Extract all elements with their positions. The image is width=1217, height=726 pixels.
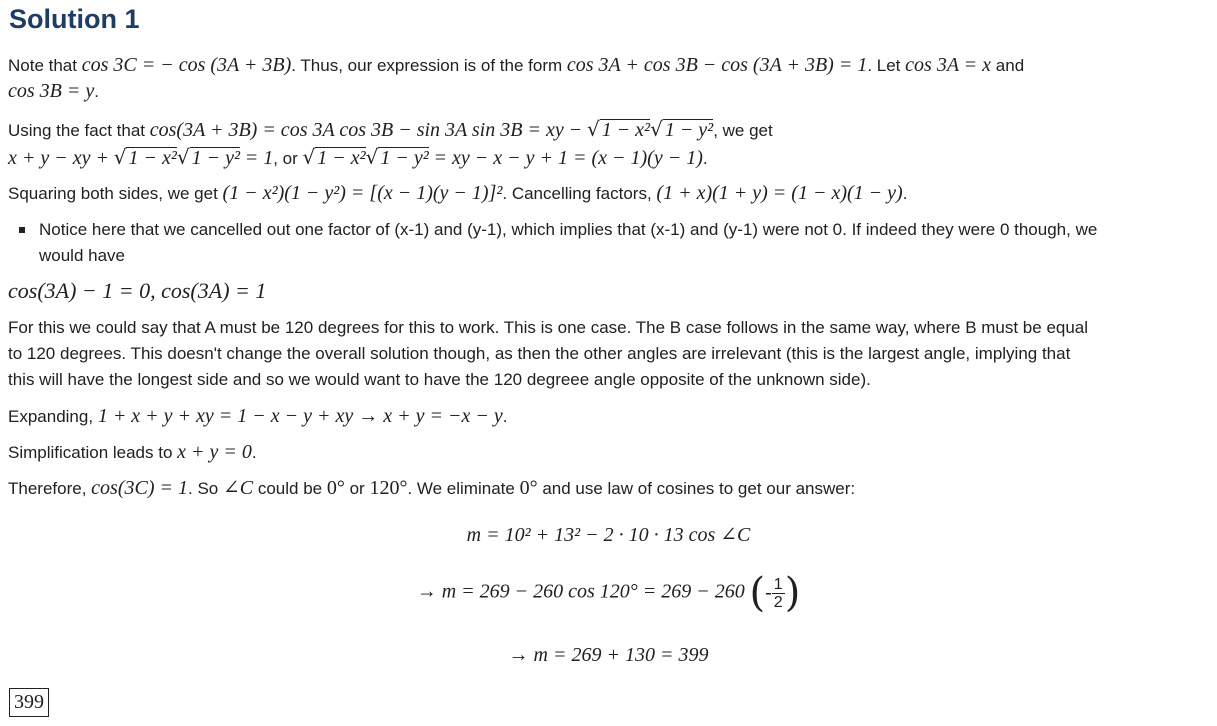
text: . Cancelling factors, [502, 184, 652, 203]
fraction-numerator: 1 [773, 575, 783, 593]
paragraph-intro [8, 52, 1024, 79]
bullet-text-line2: would have [39, 246, 126, 265]
text: or [349, 479, 365, 498]
sqrt-sign: √ [113, 145, 127, 169]
math: cos 3B = y [8, 80, 95, 102]
text: , or [273, 149, 298, 168]
paragraph-case-line2: to 120 degrees. This doesn't change the overall solution though, as then the other angles are irrelevant (this is the largest angle, implying that [8, 344, 1071, 363]
right-paren: ) [784, 570, 801, 616]
text: . We eliminate [407, 479, 515, 498]
math: cos(3A + 3B) = cos 3A cos 3B − sin 3A sin 3B = xy − [149, 119, 583, 141]
sqrt-radicand: 1 − x² [317, 147, 366, 169]
math: cos 3A = x [905, 54, 992, 76]
paragraph-case-line3: this will have the longest side and so we would want to have the 120 degreee angle opposite of the unknown side). [8, 370, 871, 389]
text: Note that [8, 56, 77, 75]
math: cos 3A + cos 3B − cos (3A + 3B) = 1 [566, 54, 868, 76]
math: → m = 269 − 260 cos 120° = 269 − 260 [416, 580, 745, 603]
paragraph-fact-cont [8, 144, 708, 172]
sqrt-sign: √ [302, 145, 316, 169]
text: . [94, 82, 99, 101]
paragraph-intro-cont [8, 78, 99, 105]
math: 120° [369, 477, 408, 499]
text: . Let [867, 56, 901, 75]
text: and [995, 56, 1025, 75]
section-heading: Solution 1 [9, 4, 140, 34]
sqrt-sign: √ [176, 145, 190, 169]
sqrt-sign: √ [365, 145, 379, 169]
math: x + y = 0 [177, 441, 252, 463]
fraction-denominator: 2 [773, 593, 783, 611]
text: could be [257, 479, 323, 498]
paragraph-squaring [8, 180, 907, 207]
paragraph-simplification [8, 439, 257, 466]
text: . [251, 443, 257, 462]
text: Squaring both sides, we get [8, 184, 218, 203]
math: = xy − x − y + 1 = (x − 1)(y − 1) [433, 147, 703, 169]
text: . [902, 184, 908, 203]
text: Using the fact that [8, 121, 146, 140]
math: = 1 [244, 147, 274, 169]
fraction [772, 576, 785, 611]
math: cos 3C = − cos (3A + 3B) [81, 54, 292, 76]
minus-sign: - [765, 581, 772, 604]
text: and use law of cosines to get our answer: [542, 479, 856, 498]
text: . [702, 149, 708, 168]
math: (1 + x)(1 + y) = (1 − x)(1 − y) [656, 182, 903, 204]
display-equation-2 [0, 570, 1217, 616]
math: (1 − x²)(1 − y²) = [(x − 1)(y − 1)]² [222, 182, 503, 204]
math: x + y − xy + [8, 147, 109, 169]
sqrt-sign: √ [650, 117, 663, 141]
math: 1 + x + y + xy = 1 − x − y + xy → x + y = −x − y [97, 405, 503, 427]
paragraph-expanding [8, 403, 508, 430]
boxed-answer: 399 [9, 688, 49, 717]
text: . [502, 407, 508, 426]
bullet-marker [19, 227, 25, 233]
sqrt-sign: √ [586, 117, 600, 141]
sqrt-radicand: 1 − x² [601, 119, 651, 141]
sqrt-radicand: 1 − y² [191, 147, 240, 169]
math: ∠C [222, 477, 254, 499]
left-paren: ( [749, 570, 766, 616]
math: cos(3C) = 1 [91, 477, 188, 499]
text: . Thus, our expression is of the form [291, 56, 563, 75]
sqrt-radicand: 1 − y² [664, 119, 714, 141]
math: 0° [326, 477, 345, 499]
paragraph-fact [8, 116, 773, 144]
text: , we get [713, 121, 773, 140]
math: 0° [519, 477, 538, 499]
text: Simplification leads to [8, 443, 173, 462]
paragraph-therefore [8, 475, 855, 502]
text: Therefore, [8, 479, 87, 498]
sqrt-radicand: 1 − x² [128, 147, 177, 169]
text: Expanding, [8, 407, 94, 426]
paragraph-case-line1: For this we could say that A must be 120 degrees for this to work. This is one case. The B case follows in the same way, where B must be equal [8, 318, 1089, 337]
bullet-text-line1: Notice here that we cancelled out one factor of (x-1) and (y-1), which implies that (x-1) and (y-1) were not 0. If indeed they were 0 though, we [39, 220, 1098, 239]
text: . So [188, 479, 219, 498]
equation-cos: cos(3A) − 1 = 0, cos(3A) = 1 [8, 278, 267, 303]
display-equation-1: m = 10² + 13² − 2 · 10 · 13 cos ∠C [466, 524, 751, 546]
display-equation-3: → m = 269 + 130 = 399 [508, 644, 709, 666]
sqrt-radicand: 1 − y² [380, 147, 429, 169]
